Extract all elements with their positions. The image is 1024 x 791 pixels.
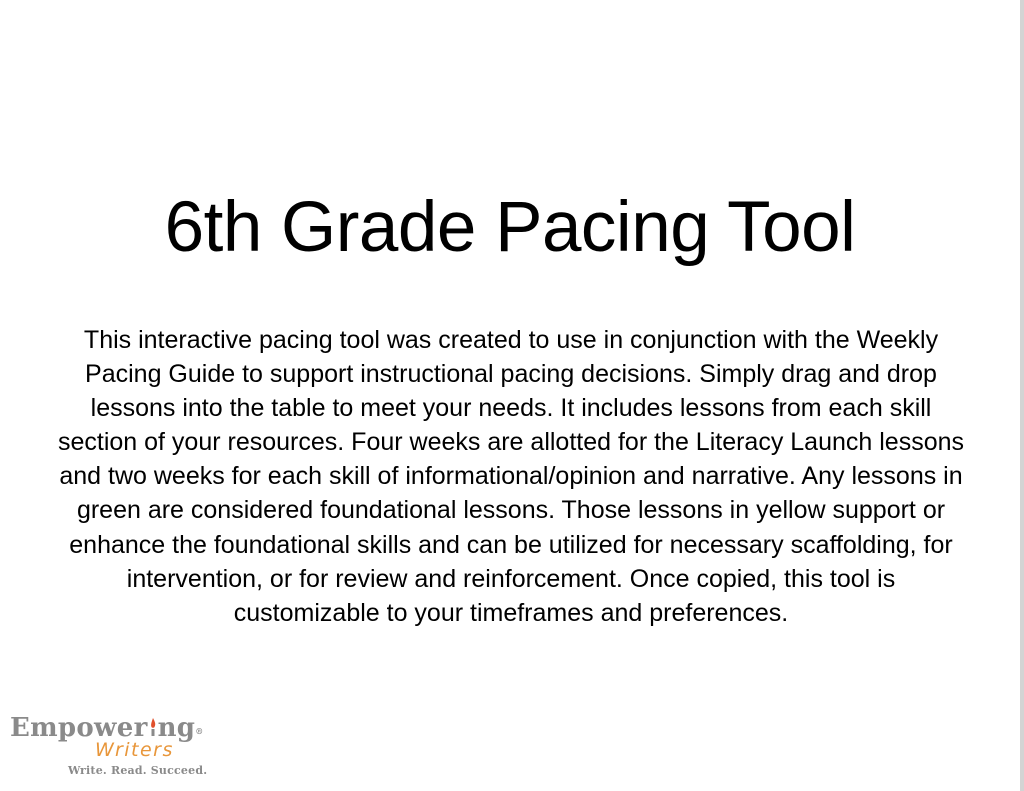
logo-word-part2: ng: [157, 713, 196, 743]
logo-subword: Writers: [95, 739, 174, 761]
logo-tagline: Write. Read. Succeed.: [68, 764, 208, 777]
empowering-writers-logo: [10, 713, 220, 783]
flame-icon: [149, 716, 157, 736]
slide-title: 6th Grade Pacing Tool: [164, 188, 856, 267]
slide-right-edge: [1020, 0, 1024, 791]
slide-body-text: This interactive pacing tool was created to use in conjunction with the Weekly Pacing Guide to support instructional pacing decisions. Simply drag and drop lessons into the table to meet your needs. It includes lessons from each skill section of your resources. Four weeks are allotted for the Literacy Launch lessons and two weeks for each skill of informational/opinion and narrative. Any lessons in green are considered foundational lessons. Those lessons in yellow support or enhance the foundational skills and can be utilized for necessary scaffolding, for intervention, or for review and reinforcement. Once copied, this tool is customizable to your timeframes and preferences.: [57, 326, 965, 627]
logo-word-part1: Empower: [10, 713, 148, 743]
registered-mark: ®: [195, 726, 204, 736]
